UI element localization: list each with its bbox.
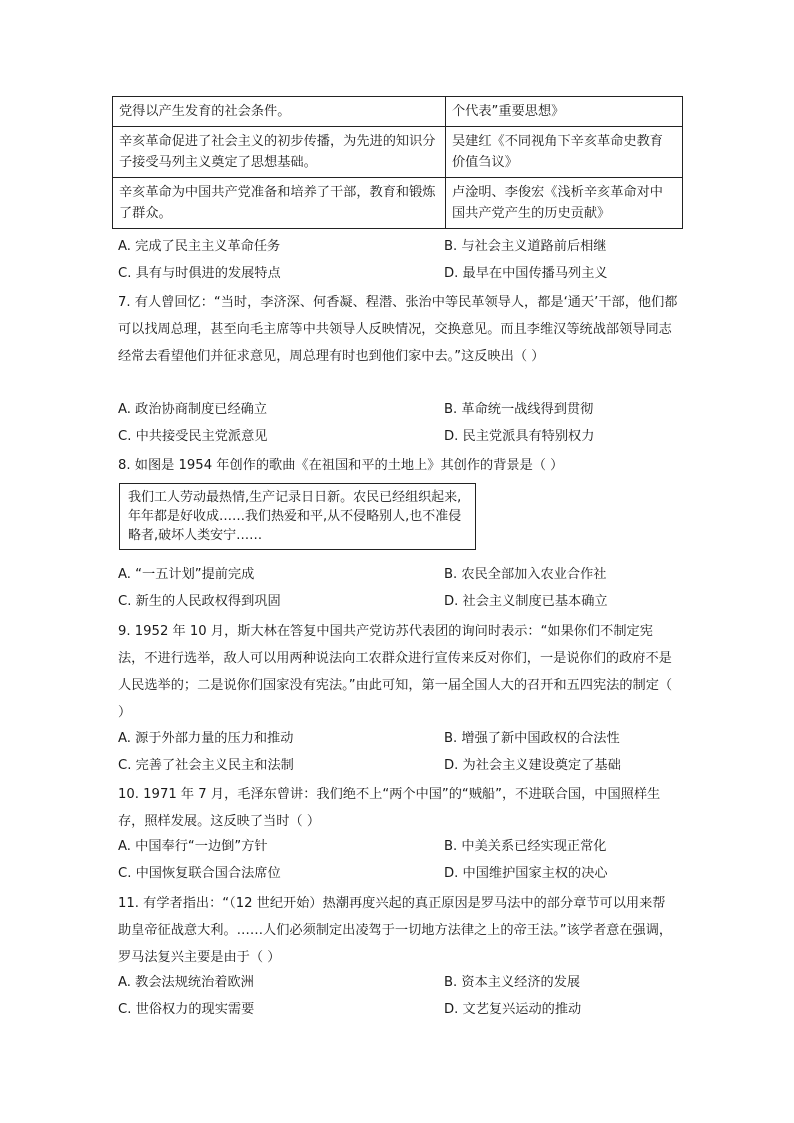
q6-option-a: A. 完成了民主主义革命任务 [118,239,281,254]
q6-option-b: B. 与社会主义道路前后相继 [444,239,607,254]
table-cell: 辛亥革命为中国共产党准备和培养了干部，教育和锻炼了群众。 [113,178,446,229]
q11-option-c: C. 世俗权力的现实需要 [118,1002,255,1017]
table-cell: 辛亥革命促进了社会主义的初步传播，为先进的知识分子接受马列主义奠定了思想基础。 [113,127,446,178]
q10-stem: 10. 1971 年 7 月，毛泽东曾讲：我们绝不上“两个中国”的“贼船”，不进联合国，中国照样生存，照样发展。这反映了当时（ ） [118,787,661,829]
q8-option-d: D. 社会主义制度已基本确立 [444,594,608,609]
q11-option-d: D. 文艺复兴运动的推动 [444,1002,582,1017]
table-row [113,97,683,127]
q6-option-d: D. 最早在中国传播马列主义 [444,266,608,281]
table-cell: 卢淦明、李俊宏《浅析辛亥革命对中国共产党产生的历史贡献》 [446,178,683,229]
q8-option-b: B. 农民全部加入农业合作社 [444,567,607,582]
q6-option-c: C. 具有与时俱进的发展特点 [118,266,281,281]
q10-option-a: A. 中国奉行“一边倒”方针 [118,839,268,854]
source-table [112,96,683,229]
q8-option-a: A. “一五计划”提前完成 [118,567,255,582]
q9-option-d: D. 为社会主义建设奠定了基础 [444,758,621,773]
q11-option-a: A. 教会法规统治着欧洲 [118,975,254,990]
q10-option-c: C. 中国恢复联合国合法席位 [118,866,281,881]
q7-option-b: B. 革命统一战线得到贯彻 [444,402,594,417]
song-lyrics-box: 我们工人劳动最热情,生产记录日日新。农民已经组织起来,年年都是好收成……我们热爱和平,从不侵略别人,也不准侵略者,破坏人类安宁…… [119,483,476,550]
q10-option-d: D. 中国维护国家主权的决心 [444,866,608,881]
q11-option-b: B. 资本主义经济的发展 [444,975,581,990]
q9-option-c: C. 完善了社会主义民主和法制 [118,758,294,773]
table-row [113,178,683,229]
table-cell: 个代表”重要思想》 [446,97,683,127]
q7-option-d: D. 民主党派具有特别权力 [444,429,595,444]
q8-stem: 8. 如图是 1954 年创作的歌曲《在祖国和平的土地上》其创作的背景是（ ） [118,458,564,473]
q9-option-a: A. 源于外部力量的压力和推动 [118,731,294,746]
q7-option-c: C. 中共接受民主党派意见 [118,429,268,444]
q7-option-a: A. 政治协商制度已经确立 [118,402,268,417]
q8-option-c: C. 新生的人民政权得到巩固 [118,594,281,609]
table-row [113,127,683,178]
q7-stem: 7. 有人曾回忆：“当时，李济深、何香凝、程潜、张治中等民革领导人，都是‘通天’干部，他们都可以找周总理，甚至向毛主席等中共领导人反映情况，交换意见。而且李维汉等统战部领导同志经常去看望他们并征求意见，周总理有时也到他们家中去。”这反映出（ ） [118,295,678,364]
q11-stem: 11. 有学者指出：“（12 世纪开始）热潮再度兴起的真正原因是罗马法中的部分章节可以用来帮助皇帝征战意大利。……人们必须制定出凌驾于一切地方法律之上的帝王法。”该学者意在强调，罗马法复兴主要是由于（ ） [118,896,673,965]
table-cell: 吴建红《不同视角下辛亥革命史教育价值刍议》 [446,127,683,178]
q9-option-b: B. 增强了新中国政权的合法性 [444,731,620,746]
q10-option-b: B. 中美关系已经实现正常化 [444,839,607,854]
table-cell: 党得以产生发育的社会条件。 [113,97,446,127]
q9-stem: 9. 1952 年 10 月，斯大林在答复中国共产党访苏代表团的询问时表示：“如果你们不制定宪法，不进行选举，敌人可以用两种说法向工农群众进行宣传来反对你们，一是说你们的政府不是人民选举的；二是说你们国家没有宪法。”由此可知，第一届全国人大的召开和五四宪法的制定（ ） [118,624,673,720]
